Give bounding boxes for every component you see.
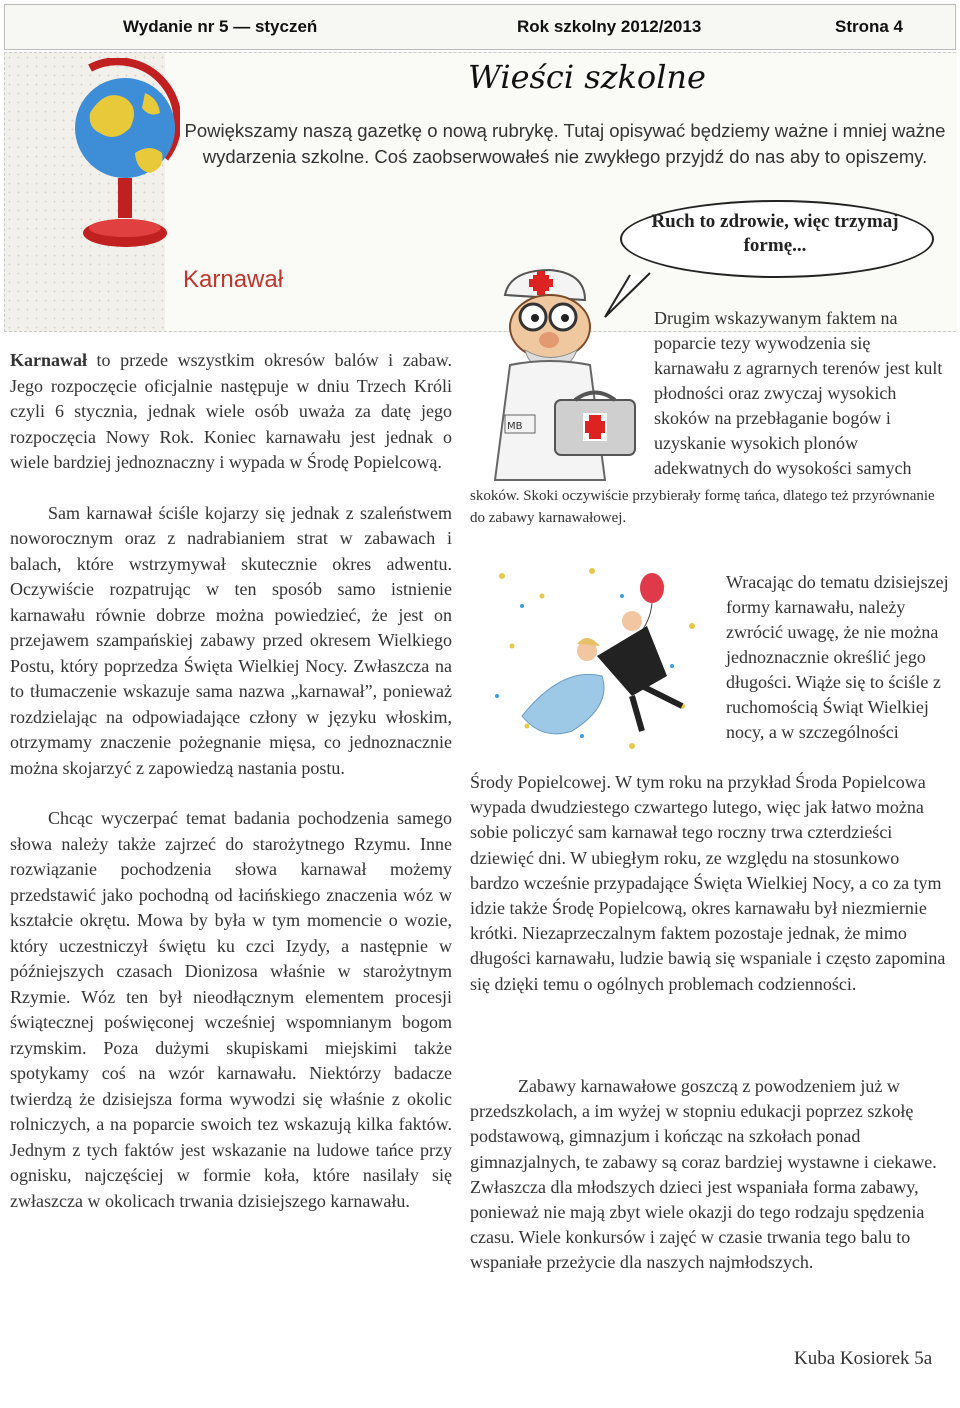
paragraph-text: to przede wszystkim okresów balów i zabaw. Jego rozpoczęcie oficjalnie następuje w dniu Trzech Króli czyli 6 stycznia, jednak wiele osób uważa za datę jego rozpoczęcia Nowy Rok. Koniec karnawału jest jednak o wiele bardziej jednoznaczny i wypada w Środę Popielcową. <box>10 350 452 472</box>
right-paragraph-2-top: Wracając do tematu dzisiejszej formy karnawału, należy zwrócić uwagę, że nie można jednoznacznie określić jego długości. Wiąże się to ściśle z ruchomością Świąt Wielkiej nocy, a w szczególności <box>726 572 949 742</box>
globe-icon <box>70 58 180 258</box>
paragraph <box>10 348 452 476</box>
page-header <box>4 4 956 50</box>
author-signature: Kuba Kosiorek 5a <box>794 1348 933 1369</box>
right-paragraph-1 <box>654 306 944 481</box>
article-title: Karnawał <box>183 266 284 293</box>
edition-label: Wydanie nr 5 — styczeń <box>123 17 318 36</box>
paragraph: Sam karnawał ściśle kojarzy się jednak z szaleństwem noworocznym oraz z nadrabianiem strat w zabawach i balach, które wstrzymywał skutecznie okres adwentu. Oczywiście rozpatrując w ten sposób samo istnienie karnawału równie dobrze można powiedzieć, że jest on przejawem szampańskiej zabawy przed okresem Wielkiego Postu, który poprzedza Święta Wielkiej Nocy. Zwłaszcza na to tłumaczenie wskazuje sama nazwa „karnawał”, ponieważ rozdzielając na odpowiadające człony w języku włoskim, otrzymamy znaczenie pożegnanie mięsa, co jednoznacznie można skojarzyć z zapowiedzą nastania postu. <box>10 502 452 778</box>
left-column <box>10 348 452 1239</box>
svg-text:MB: MB <box>507 421 523 432</box>
doctor-illustration <box>465 265 665 485</box>
page-number: Strona 4 <box>835 17 904 36</box>
paragraph: Chcąc wyczerpać temat badania pochodzenia samego słowa należy także zajrzeć do starożytnego Rzymu. Inne rozwiązanie pochodzenia słowa karnawał możemy przedstawić jako pochodną od łacińskiego znaczenia wóz w kształcie okrętu. Mowa by była w tym momencie o wozie, który uczestniczył świętu ku czci Izydy, a następnie w późniejszych czasach Dionizosa właśnie w starożytnym Rzymie. Wóz ten był nieodłącznym elementem procesji świątecznej poświęconej wcześniej wspomnianym bogom rzymskim. Poza dużymi skupiskami miejskimi także spotykamy coś na wzór karnawału. Niektórzy badacze twierdzą że dzisiejsza forma wywodzi się właśnie z okolic rolniczych, a na poparcie swoich tez wskazują kilka faktów. Jednym z tych faktów jest wskazanie na ludowe tańce przy ognisku, najczęściej w formie koła, które nasilały się zwłaszcza w okolicach trwania dzisiejszego karnawału. <box>10 808 452 1211</box>
right-paragraph-3 <box>470 1074 946 1276</box>
dancing-couple-illustration <box>482 556 714 764</box>
school-year-label: Rok szkolny 2012/2013 <box>517 17 702 36</box>
intro-text: Powiększamy naszą gazetkę o nową rubrykę. Tutaj opisywać będziemy ważne i mniej ważne wydarzenia szkolne. Coś zaobserwowałeś nie zwykłego przyjdź do nas aby to opiszemy. <box>184 120 946 167</box>
paragraph-text: Zabawy karnawałowe goszczą z powodzeniem już w przedszkolach, a im wyżej w stopniu edukacji poprzez szkołę podstawową, gimnazjum i kończąc na szkołach ponad gimnazjalnych, te zabawy są coraz bardziej wystawne i ciekawe. Zwłaszcza dla młodszych dzieci jest wspaniała forma zabawy, ponieważ nie mają zbyt wiele okazji do tego rodzaju spędzenia czasu. Wiele konkursów i zajęć w czasie trwania tego balu to wspaniałe przeżycie dla naszych najmłodszych. <box>470 1076 937 1273</box>
section-title: Wieści szkolne <box>468 58 706 96</box>
bubble-text: Ruch to zdrowie, więc trzymaj formę... <box>651 211 899 256</box>
right-paragraph-2: Środy Popielcowej. W tym roku na przykład Środa Popielcowa wypada dwudziestego czwartego lutego, więc jak łatwo można sobie policzyć sam karnawał tego roczny trwa czterdzieści dziewięć dni. W ubiegłym roku, ze względu na stosunkowo bardzo wcześnie przypadające Święta Wielkiej Nocy, a co za tym idzie także Środę Popielcową, okres karnawału był niezmiernie krótki. Niezaprzeczalnym faktem pozostaje jednak, że mimo długości karnawału, ludzie bawią się wspaniale i często zapomina się dzięki temu o ogólnych problemach codzienności. <box>470 772 946 994</box>
paragraph-text: Drugim wskazywanym faktem na poparcie tezy wywodzenia się karnawału z agrarnych terenów jest kult płodności oraz zwyczaj wysokich skoków na przebłaganie bogów i uzyskanie wysokich plonów adekwatnych do wysokości samych <box>654 308 943 478</box>
right-paragraph-1-small: skoków. Skoki oczywiście przybierały formę tańca, dlatego też przyrównanie do zabawy karnawałowej. <box>470 488 935 526</box>
lead-word: Karnawał <box>10 350 88 370</box>
